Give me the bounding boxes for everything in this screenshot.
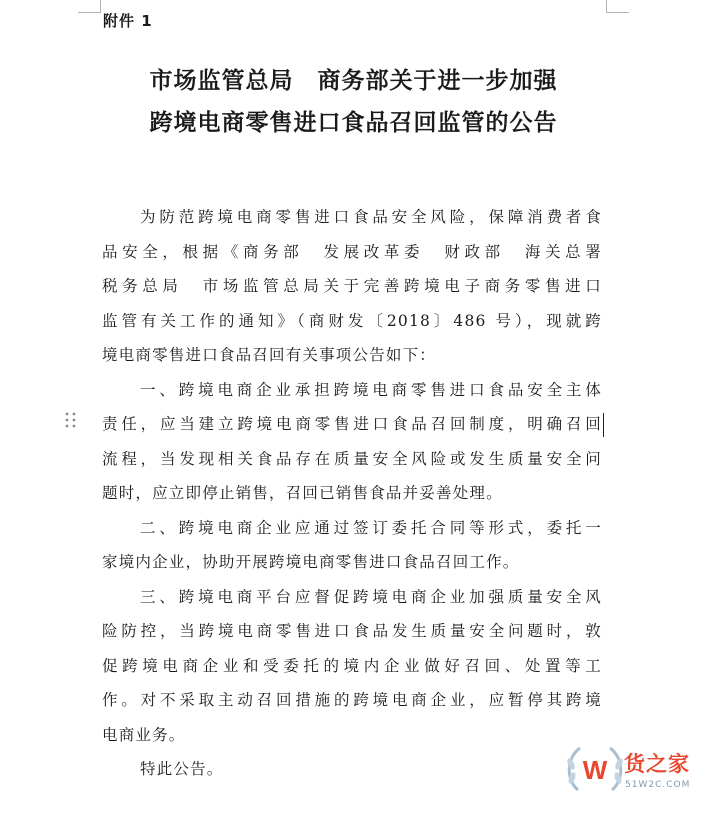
paragraph-1-line-1: 为防范跨境电商零售进口食品安全风险，保障消费者食: [140, 208, 602, 226]
paragraph-3-line-1: 二、跨境电商企业应通过签订委托合同等形式，委托一: [140, 518, 602, 537]
paragraph-2-line-4: 题时，应立即停止销售，召回已销售食品并妥善处理。: [102, 484, 503, 502]
paragraph-2-line-2: 责任，应当建立跨境电商零售进口食品召回制度，明确召回: [102, 415, 602, 433]
paragraph-1-line-5: 境电商零售进口食品召回有关事项公告如下：: [102, 346, 437, 364]
paragraph-4-line-4: 作。对不采取主动召回措施的跨境电商企业，应暂停其跨境: [102, 691, 602, 709]
paragraph-4-line-5: 电商业务。: [102, 725, 186, 744]
watermark-domain: 51W2C.COM: [625, 780, 691, 790]
paragraph-4-line-2: 险防控，当跨境电商零售进口食品发生质量安全问题时，敦: [102, 622, 602, 640]
paragraph-3-line-2: 家境内企业，协助开展跨境电商零售进口食品召回工作。: [102, 553, 520, 571]
title-line-2: 跨境电商零售进口食品召回监管的公告: [149, 110, 558, 136]
paragraph-1-line-3: 税务总局 市场监管总局关于完善跨境电子商务零售进口: [102, 277, 602, 295]
paragraph-5-line-1: 特此公告。: [140, 760, 224, 778]
document-body[interactable]: [102, 200, 602, 787]
paragraph-2-line-3: 流程，当发现相关食品存在质量安全风险或发生质量安全问: [102, 449, 602, 468]
title-line-1: 市场监管总局 商务部关于进一步加强: [149, 68, 558, 94]
paragraph-1-line-2: 品安全，根据《商务部 发展改革委 财政部 海关总署: [102, 242, 602, 261]
margin-corner-mark-right: [606, 0, 629, 13]
paragraph-4-line-1: 三、跨境电商平台应督促跨境电商企业加强质量安全风: [140, 587, 602, 606]
paragraph-1-line-4: 监管有关工作的通知》（商财发〔2018〕486 号），现就跨: [102, 311, 602, 330]
watermark-laurel-icon: [562, 738, 628, 804]
paragraph-2-line-1: 一、跨境电商企业承担跨境电商零售进口食品安全主体: [140, 380, 602, 399]
watermark-logo-letter: W: [582, 755, 608, 785]
paragraph-4-line-3: 促跨境电商企业和受委托的境内企业做好召回、处置等工: [102, 656, 602, 675]
attachment-label: 附件 1: [103, 12, 153, 30]
margin-corner-mark-left: [78, 0, 101, 13]
watermark-name: 货之家: [624, 752, 690, 776]
text-cursor: [603, 413, 604, 437]
drag-handle-icon[interactable]: [64, 411, 78, 429]
watermark-logo: [562, 738, 700, 804]
